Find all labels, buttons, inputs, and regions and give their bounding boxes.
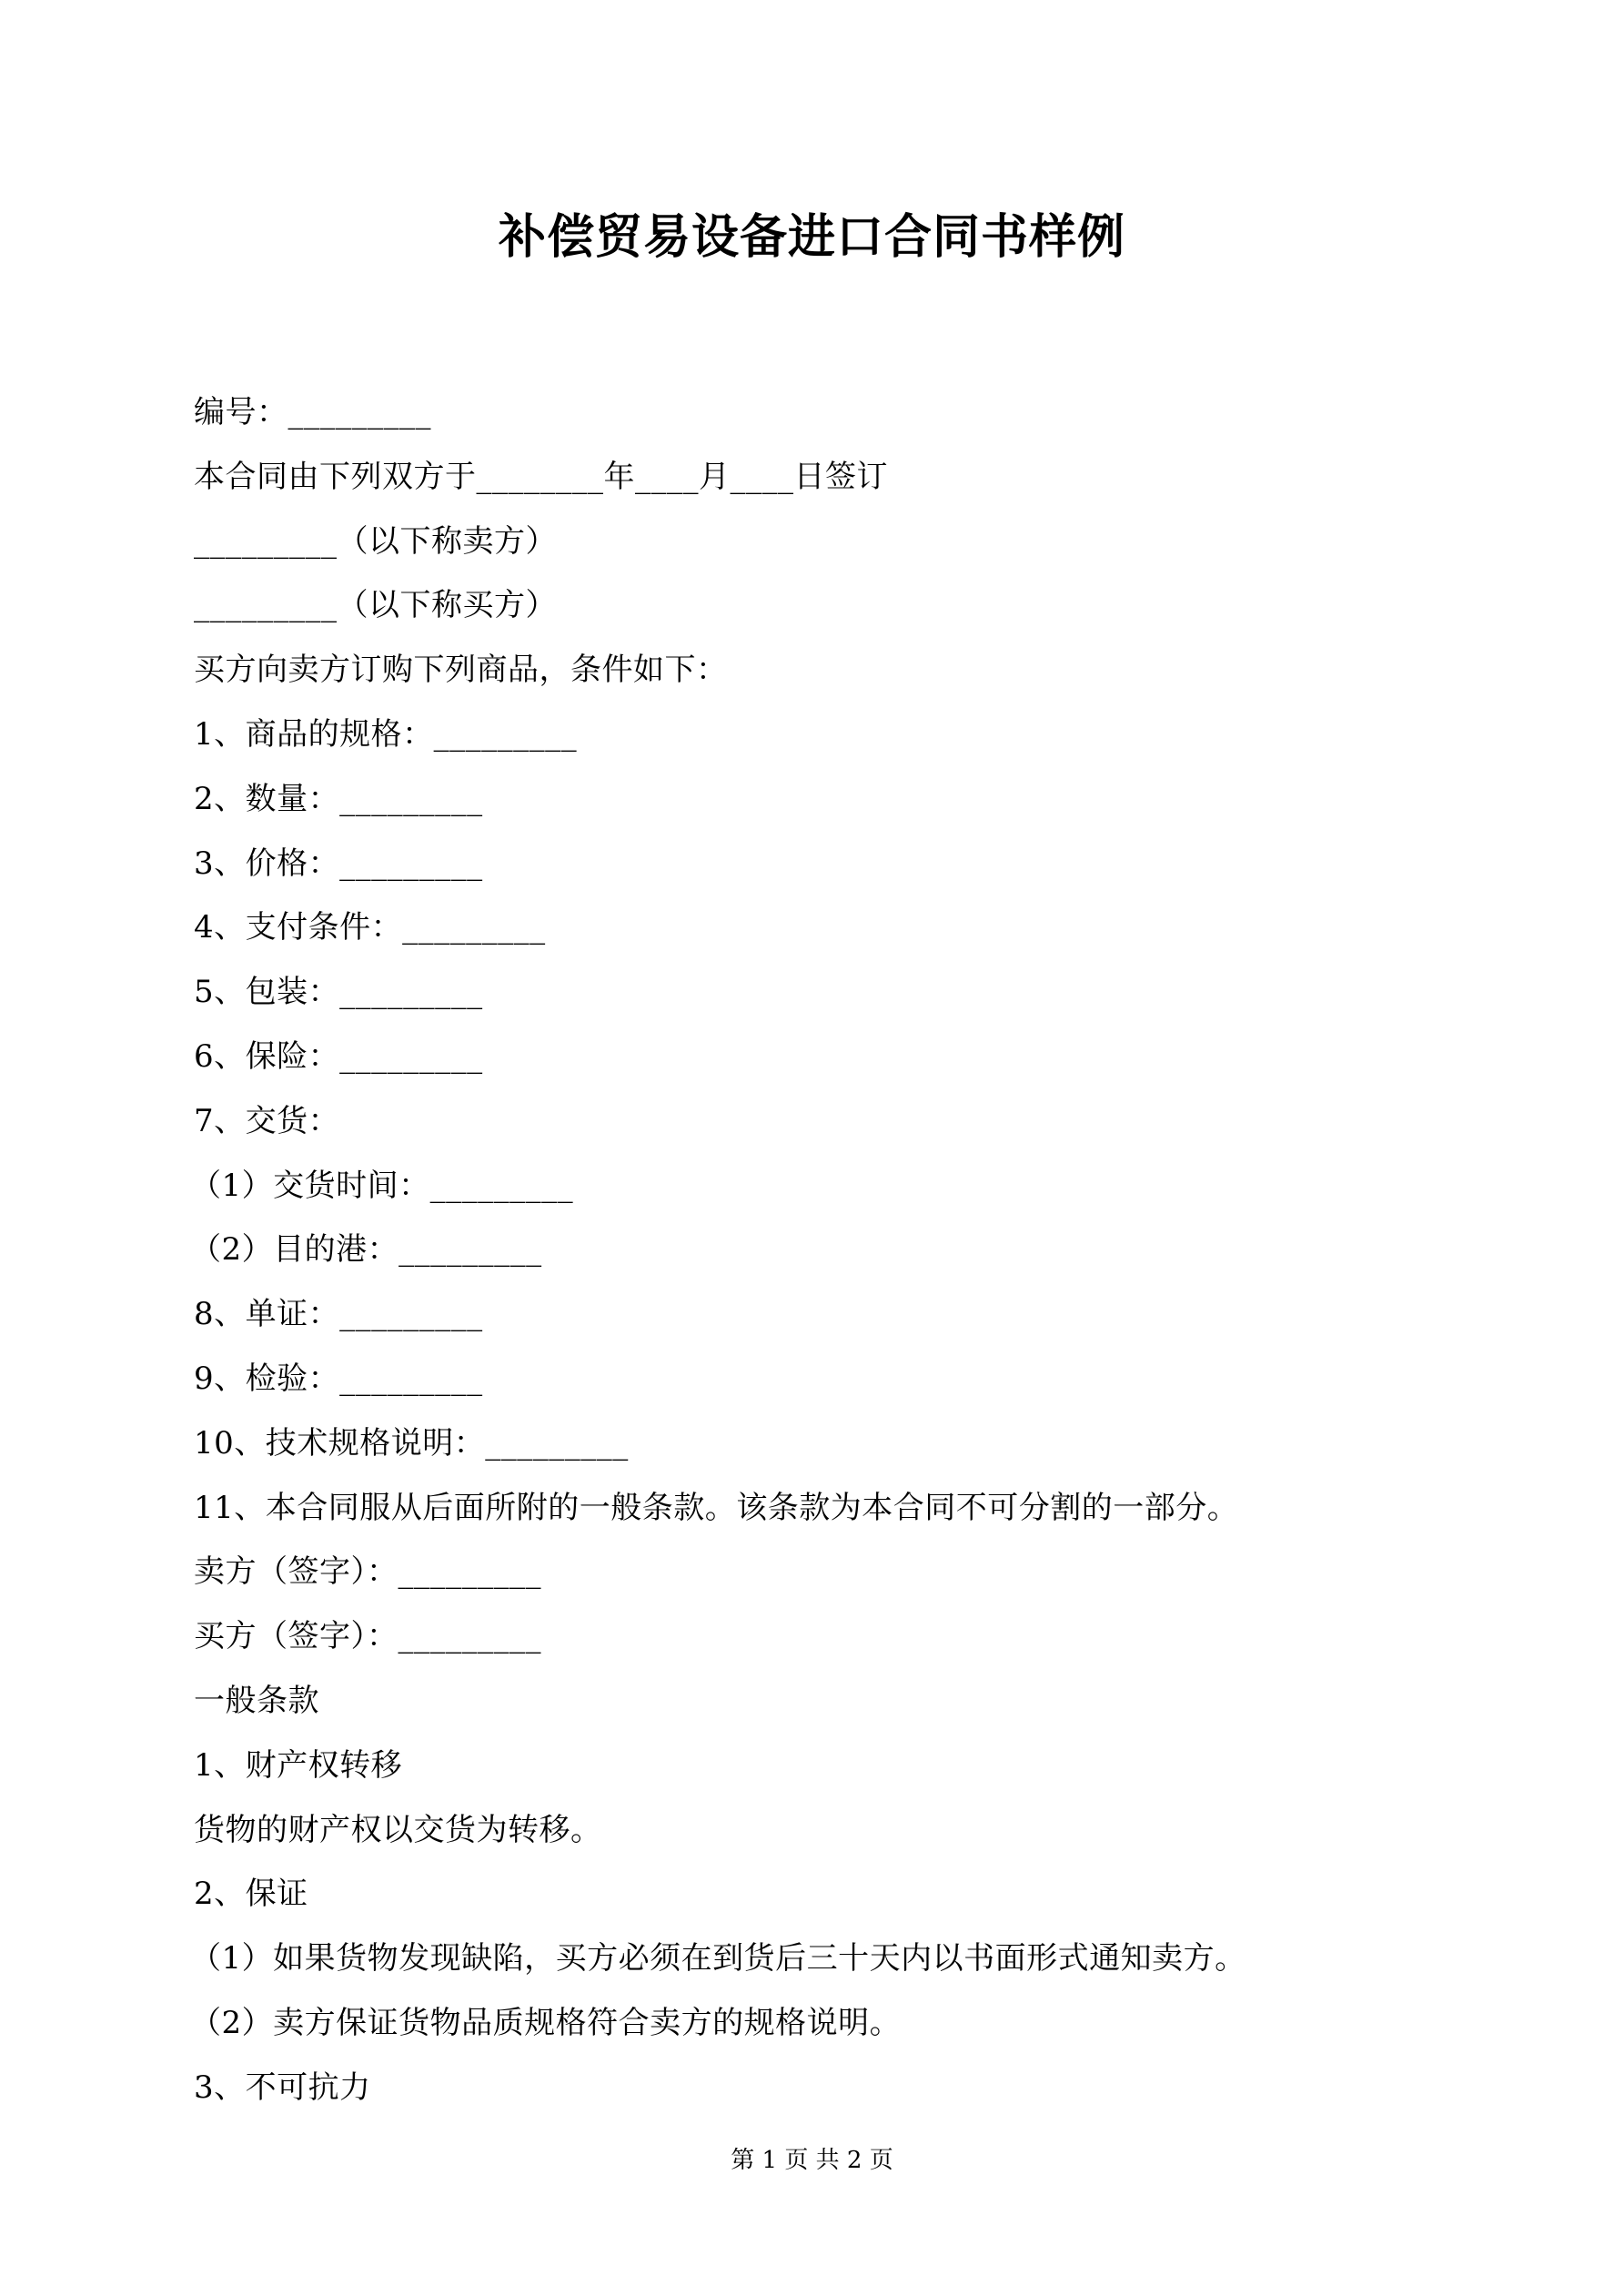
warranty-item-2: （2）卖方保证货物品质规格符合卖方的规格说明。 (190, 2004, 902, 2041)
seller-line: _________（以下称卖方） (194, 522, 557, 560)
clause-payment: 4、支付条件：_________ (194, 909, 546, 946)
clause-technical-spec: 10、技术规格说明：_________ (194, 1424, 629, 1462)
general-terms-heading: 一般条款 (194, 1682, 319, 1719)
clause-inspection: 9、检验：_________ (194, 1360, 483, 1397)
clause-general-terms: 11、本合同服从后面所附的一般条款。该条款为本合同不可分割的一部分。 (194, 1489, 1239, 1526)
page-footer: 第 1 页 共 2 页 (731, 2147, 893, 2174)
buyer-signature-line: 买方（签字）：_________ (194, 1618, 541, 1655)
clause-packing: 5、包装：_________ (194, 974, 483, 1011)
buyer-line: _________（以下称买方） (194, 587, 557, 624)
clause-price: 3、价格：_________ (194, 845, 483, 882)
signing-date-line: 本合同由下列双方于________年____月____日签订 (194, 458, 888, 495)
force-majeure-heading: 3、不可抗力 (194, 2068, 371, 2106)
title-transfer-text: 货物的财产权以交货为转移。 (194, 1811, 602, 1848)
contract-number-line: 编号：_________ (194, 394, 431, 430)
destination-port-line: （2）目的港：_________ (190, 1231, 542, 1269)
clause-specification: 1、商品的规格：_________ (194, 715, 578, 753)
seller-signature-line: 卖方（签字）：_________ (194, 1553, 541, 1591)
clause-quantity: 2、数量：_________ (194, 780, 483, 817)
order-intro-line: 买方向卖方订购下列商品，条件如下： (194, 652, 728, 689)
clause-insurance: 6、保险：_________ (194, 1037, 483, 1075)
document-body (190, 380, 1449, 2120)
warranty-heading: 2、保证 (194, 1876, 308, 1913)
title-transfer-heading: 1、财产权转移 (194, 1746, 403, 1784)
clause-documents: 8、单证：_________ (194, 1296, 483, 1333)
document-title: 补偿贸易设备进口合同书样例 (498, 209, 1125, 265)
warranty-item-1: （1）如果货物发现缺陷，买方必须在到货后三十天内以书面形式通知卖方。 (190, 1940, 1246, 1977)
delivery-time-line: （1）交货时间：_________ (190, 1167, 574, 1204)
clause-delivery: 7、交货： (194, 1102, 340, 1139)
